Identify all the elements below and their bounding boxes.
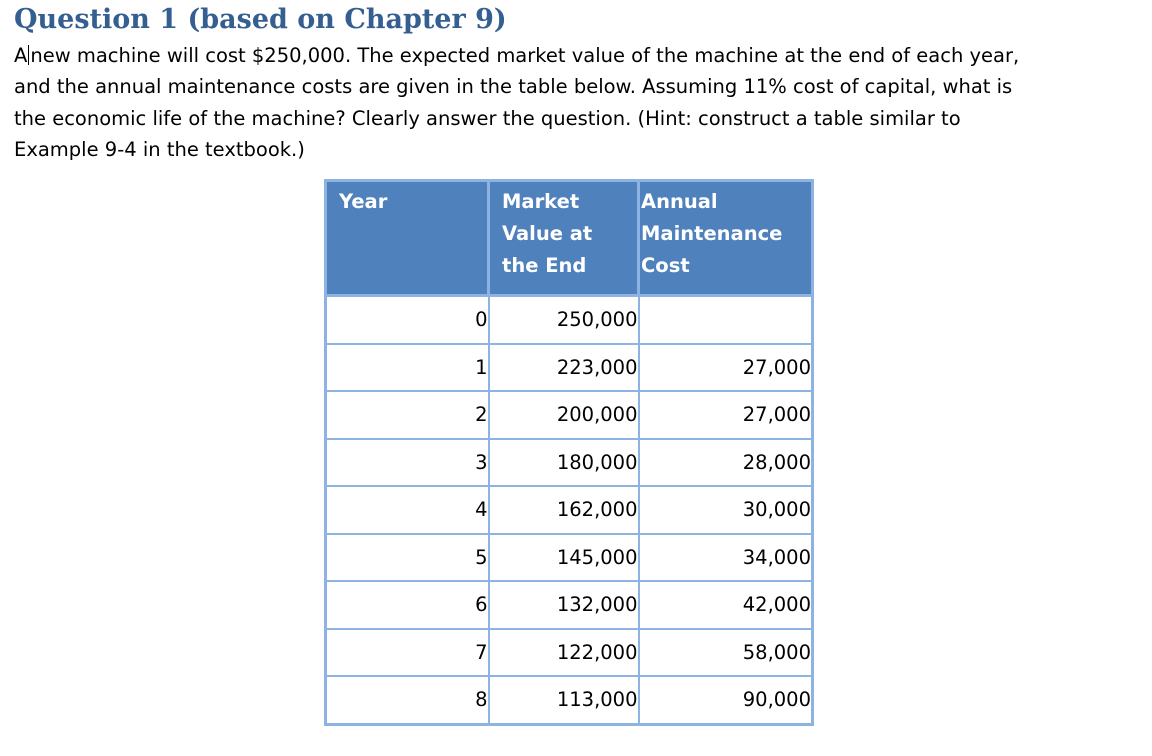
header-maintenance-line-3: Cost bbox=[641, 254, 690, 277]
question-line-1-rest: new machine will cost $250,000. The expected market value of the machine at the end of each year, bbox=[30, 44, 1020, 67]
maintenance-cost-cell: 34,000 bbox=[639, 534, 813, 582]
header-market-value-line-3: the End bbox=[502, 254, 587, 277]
table-row bbox=[326, 581, 813, 629]
question-line-4: Example 9-4 in the textbook.) bbox=[14, 137, 305, 161]
table-row bbox=[326, 676, 813, 724]
header-maintenance-line-1: Annual bbox=[641, 190, 718, 213]
table-row bbox=[326, 296, 813, 344]
question-line-1 bbox=[14, 40, 1019, 71]
maintenance-cost-cell: 90,000 bbox=[639, 676, 813, 724]
market-value-cell: 122,000 bbox=[489, 629, 639, 677]
header-annual-maintenance bbox=[639, 181, 813, 296]
header-market-value-line-1: Market bbox=[502, 190, 580, 213]
table-row bbox=[326, 534, 813, 582]
table-row bbox=[326, 344, 813, 392]
question-line-1-start: A bbox=[14, 44, 28, 67]
header-year bbox=[326, 181, 489, 296]
table-row bbox=[326, 486, 813, 534]
table-row bbox=[326, 629, 813, 677]
table-row bbox=[326, 391, 813, 439]
year-cell: 4 bbox=[326, 486, 489, 534]
maintenance-cost-cell: 28,000 bbox=[639, 439, 813, 487]
maintenance-cost-cell: 30,000 bbox=[639, 486, 813, 534]
year-cell: 0 bbox=[326, 296, 489, 344]
year-cell: 3 bbox=[326, 439, 489, 487]
table-row bbox=[326, 439, 813, 487]
market-value-cell: 162,000 bbox=[489, 486, 639, 534]
year-cell: 1 bbox=[326, 344, 489, 392]
header-year-line: Year bbox=[339, 190, 388, 213]
market-value-cell: 113,000 bbox=[489, 676, 639, 724]
year-cell: 5 bbox=[326, 534, 489, 582]
year-cell: 7 bbox=[326, 629, 489, 677]
question-title: Question 1 (based on Chapter 9) bbox=[14, 4, 507, 35]
year-cell: 8 bbox=[326, 676, 489, 724]
header-market-value-line-2: Value at bbox=[502, 222, 593, 245]
year-cell: 2 bbox=[326, 391, 489, 439]
maintenance-cost-cell: 58,000 bbox=[639, 629, 813, 677]
market-value-cell: 223,000 bbox=[489, 344, 639, 392]
market-value-cell: 145,000 bbox=[489, 534, 639, 582]
market-value-cell: 200,000 bbox=[489, 391, 639, 439]
market-value-cell: 132,000 bbox=[489, 581, 639, 629]
question-text bbox=[14, 40, 1019, 165]
market-value-cell: 180,000 bbox=[489, 439, 639, 487]
question-line-3: the economic life of the machine? Clearly answer the question. (Hint: construct a table similar to bbox=[14, 106, 961, 130]
market-value-cell: 250,000 bbox=[489, 296, 639, 344]
maintenance-cost-cell: 42,000 bbox=[639, 581, 813, 629]
table-header-row bbox=[326, 181, 813, 296]
maintenance-cost-cell bbox=[639, 296, 813, 344]
header-market-value bbox=[489, 181, 639, 296]
year-cell: 6 bbox=[326, 581, 489, 629]
maintenance-cost-cell: 27,000 bbox=[639, 344, 813, 392]
header-maintenance-line-2: Maintenance bbox=[641, 222, 783, 245]
question-line-2: and the annual maintenance costs are given in the table below. Assuming 11% cost of capital, what is bbox=[14, 75, 1013, 99]
maintenance-cost-cell: 27,000 bbox=[639, 391, 813, 439]
machine-data-table bbox=[324, 179, 814, 726]
